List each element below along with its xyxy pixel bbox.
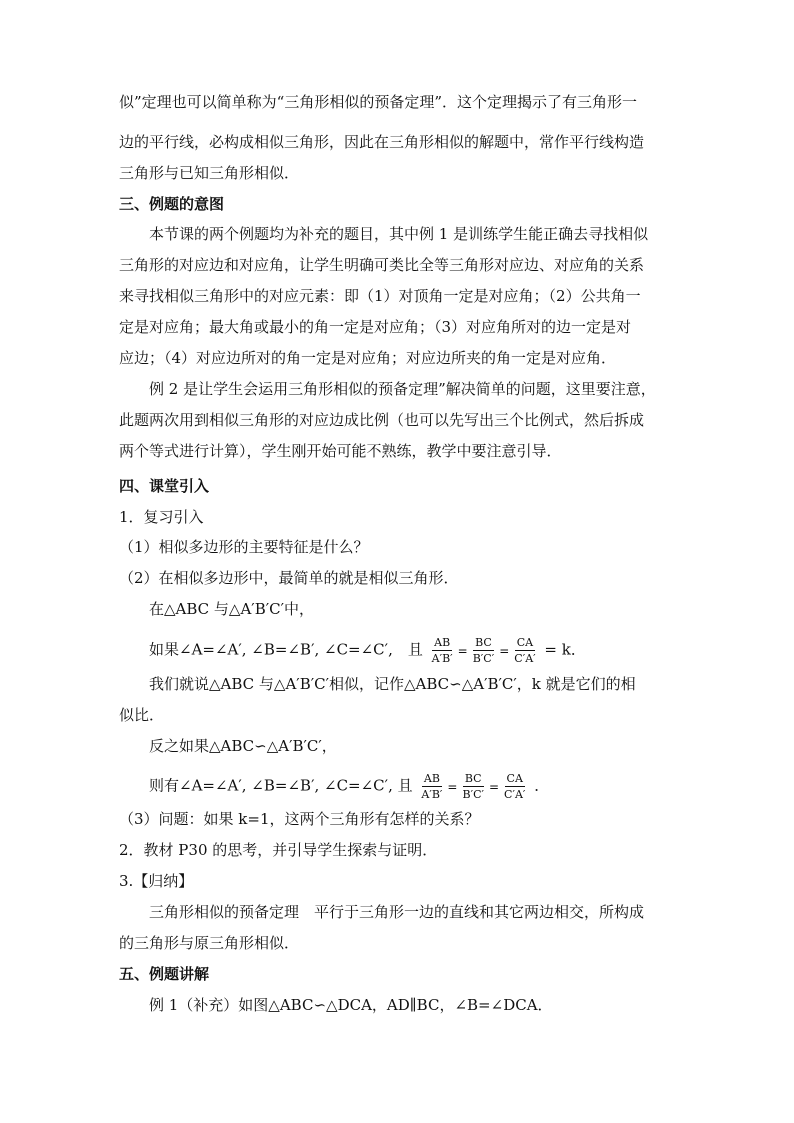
fraction-numerator: CA bbox=[506, 772, 523, 785]
fraction-denominator: A′B′ bbox=[421, 788, 443, 801]
text-line: 的三角形与原三角形相似． bbox=[119, 934, 300, 952]
text-line: 似”定理也可以简单称为“三角形相似的预备定理”．这个定理揭示了有三角形一 bbox=[119, 93, 638, 111]
proportion-formula bbox=[149, 772, 549, 801]
fraction-denominator: A′B′ bbox=[431, 652, 453, 665]
fraction-bc bbox=[471, 636, 497, 665]
text-line: 定是对应角；最大角或最小的角一定是对应角；（3）对应角所对的边一定是对 bbox=[119, 318, 632, 336]
fraction-numerator: AB bbox=[434, 636, 451, 649]
list-item: 2．教材 P30 的思考，并引导学生探索与证明． bbox=[119, 841, 438, 859]
text-line: 似比． bbox=[119, 706, 165, 724]
list-item: （1）相似多边形的主要特征是什么？ bbox=[119, 538, 369, 556]
text-line: 在△ABC 与△A′B′C′中， bbox=[149, 600, 315, 618]
fraction-ab bbox=[430, 636, 455, 665]
fraction-numerator: AB bbox=[423, 772, 440, 785]
text-line: 反之如果△ABC∽△A′B′C′， bbox=[149, 737, 337, 755]
fraction-denominator: C′A′ bbox=[504, 788, 526, 801]
fraction-ca bbox=[512, 636, 537, 665]
text-line: 边的平行线，必构成相似三角形，因此在三角形相似的解题中，常作平行线构造 bbox=[119, 133, 645, 151]
text-line: 本节课的两个例题均为补充的题目，其中例 1 是训练学生能正确去寻找相似 bbox=[149, 225, 649, 243]
section-heading: 三、例题的意图 bbox=[119, 195, 225, 213]
list-item: 3.【归纳】 bbox=[119, 872, 194, 890]
text-line: 三角形的对应边和对应角，让学生明确可类比全等三角形对应边、对应角的关系 bbox=[119, 256, 645, 274]
text-line: 来寻找相似三角形中的对应元素：即（1）对顶角一定是对应角；（2）公共角一 bbox=[119, 287, 641, 305]
fraction-numerator: BC bbox=[475, 636, 492, 649]
fraction-ca bbox=[502, 772, 527, 801]
section-heading: 四、课堂引入 bbox=[119, 477, 210, 495]
fraction-bc bbox=[460, 772, 486, 801]
text-line: 三角形相似的预备定理 平行于三角形一边的直线和其它两边相交，所构成 bbox=[149, 903, 645, 921]
text-line: 我们就说△ABC 与△A′B′C′相似，记作△ABC∽△A′B′C′，k 就是它们的相 bbox=[149, 675, 636, 693]
fraction-numerator: CA bbox=[516, 636, 534, 649]
list-item: （2）在相似多边形中，最简单的就是相似三角形． bbox=[119, 569, 459, 587]
text-line: 三角形与已知三角形相似． bbox=[119, 164, 300, 182]
fraction-denominator: C′A′ bbox=[514, 652, 536, 665]
formula-suffix: = k． bbox=[544, 640, 586, 659]
formula-prefix: 则有∠A=∠A′, ∠B=∠B′, ∠C=∠C′, 且 bbox=[149, 776, 413, 795]
equals-sign: = bbox=[457, 643, 468, 658]
text-line: 例 1（补充）如图△ABC∽△DCA，AD∥BC，∠B=∠DCA． bbox=[149, 996, 553, 1014]
text-line: 此题两次用到相似三角形的对应边成比例（也可以先写出三个比例式，然后拆成 bbox=[119, 411, 645, 429]
list-item: 1．复习引入 bbox=[119, 508, 204, 526]
section-heading: 五、例题讲解 bbox=[119, 965, 210, 983]
text-line: 例 2 是让学生会运用三角形相似的预备定理”解决简单的问题，这里要注意， bbox=[149, 380, 656, 398]
equals-sign: = bbox=[499, 643, 510, 658]
fraction-denominator: B′C′ bbox=[462, 788, 484, 801]
formula-suffix: ． bbox=[534, 776, 550, 795]
formula-prefix: 如果∠A=∠A′, ∠B=∠B′, ∠C=∠C′, 且 bbox=[149, 640, 423, 659]
fraction-denominator: B′C′ bbox=[472, 652, 495, 665]
equals-sign: = bbox=[447, 779, 458, 794]
proportion-formula bbox=[149, 636, 586, 665]
equals-sign: = bbox=[488, 779, 500, 794]
fraction-ab bbox=[419, 772, 444, 801]
text-line: 应边；（4）对应边所对的角一定是对应角；对应边所夹的角一定是对应角． bbox=[119, 349, 617, 367]
list-item: （3）问题：如果 k=1，这两个三角形有怎样的关系？ bbox=[119, 810, 480, 828]
text-line: 两个等式进行计算），学生刚开始可能不熟练，教学中要注意引导． bbox=[119, 442, 562, 460]
fraction-numerator: BC bbox=[464, 772, 482, 785]
